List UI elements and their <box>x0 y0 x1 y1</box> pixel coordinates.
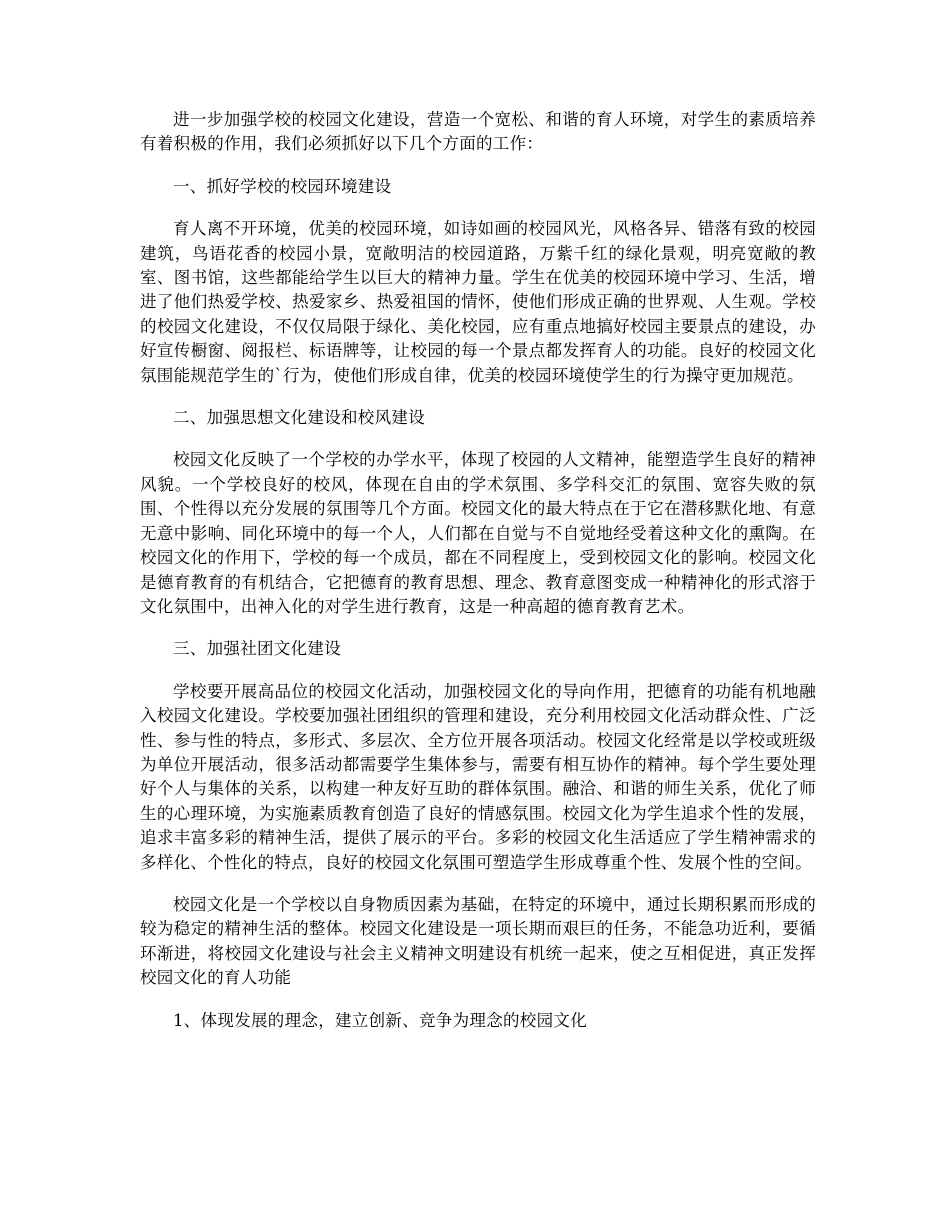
summary-paragraph: 校园文化是一个学校以自身物质因素为基础，在特定的环境中，通过长期积累而形成的较为稳定的精神生活的整体。校园文化建设是一项长期而艰巨的任务，不能急功近利，要循环渐进，将校园文化建设与社会主义精神文明建设有机统一起来，使之互相促进，真正发挥校园文化的育人功能 <box>140 894 816 988</box>
section-heading-2: 二、加强思想文化建设和校风建设 <box>173 408 425 428</box>
intro-paragraph: 进一步加强学校的校园文化建设，营造一个宽松、和谐的育人环境，对学生的素质培养有着积极的作用，我们必须抓好以下几个方面的工作： <box>140 110 816 154</box>
document-body <box>140 108 816 1051</box>
section-1-paragraph: 育人离不开环境，优美的校园环境，如诗如画的校园风光，风格各异、错落有致的校园建筑，鸟语花香的校园小景，宽敞明洁的校园道路，万紫千红的绿化景观，明亮宽敞的教室、图书馆，这些都能给学生以巨大的精神力量。学生在优美的校园环境中学习、生活，增进了他们热爱学校、热爱家乡、热爱祖国的情怀，使他们形成正确的世界观、人生观。学校的校园文化建设，不仅仅局限于绿化、美化校园，应有重点地搞好校园主要景点的建设，办好宣传橱窗、阅报栏、标语牌等，让校园的每一个景点都发挥育人的功能。良好的校园文化氛围能规范学生的`行为，使他们形成自律，优美的校园环境使学生的行为操守更加规范。 <box>140 219 816 385</box>
section-2-paragraph: 校园文化反映了一个学校的办学水平，体现了校园的人文精神，能塑造学生良好的精神风貌。一个学校良好的校风，体现在自由的学术氛围、多学科交汇的氛围、宽容失败的氛围、个性得以充分发展的氛围等几个方面。校园文化的最大特点在于它在潜移默化地、有意无意中影响、同化环境中的每一个人，人们都在自觉与不自觉地经受着这种文化的熏陶。在校园文化的作用下，学校的每一个成员，都在不同程度上，受到校园文化的影响。校园文化是德育教育的有机结合，它把德育的教育思想、理念、教育意图变成一种精神化的形式溶于文化氛围中，出神入化的对学生进行教育，这是一种高超的德育教育艺术。 <box>140 450 816 616</box>
subsection-heading-1: 1、体现发展的理念，建立创新、竞争为理念的校园文化 <box>173 1010 587 1030</box>
section-heading-3: 三、加强社团文化建设 <box>173 639 341 659</box>
section-heading-1: 一、抓好学校的校园环境建设 <box>173 176 392 196</box>
section-3-paragraph: 学校要开展高品位的校园文化活动，加强校园文化的导向作用，把德育的功能有机地融入校园文化建设。学校要加强社团组织的管理和建设，充分利用校园文化活动群众性、广泛性、参与性的特点，多形式、多层次、全方位开展各项活动。校园文化经常是以学校或班级为单位开展活动，很多活动都需要学生集体参与，需要有相互协作的精神。每个学生要处理好个人与集体的关系，以构建一种友好互助的群体氛围。融洽、和谐的师生关系，优化了师生的心理环境，为实施素质教育创造了良好的情感氛围。校园文化为学生追求个性的发展，追求丰富多彩的精神生活，提供了展示的平台。多彩的校园文化生活适应了学生精神需求的多样化、个性化的特点，良好的校园文化氛围可塑造学生形成尊重个性、发展个性的空间。 <box>140 681 816 872</box>
